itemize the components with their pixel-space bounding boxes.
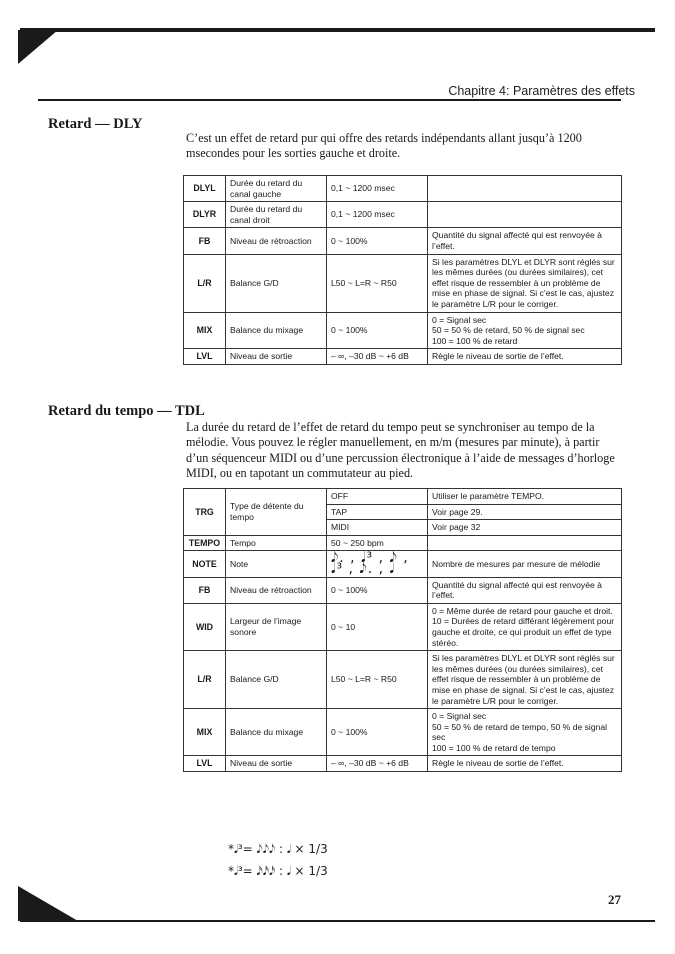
param-name: Niveau de sortie [226, 349, 327, 365]
param-code: NOTE [184, 551, 226, 577]
param-code: L/R [184, 651, 226, 709]
table-row [184, 551, 622, 577]
param-desc: Règle le niveau de sortie de l’effet. [428, 349, 622, 365]
param-name: Niveau de rétroaction [226, 577, 327, 603]
param-code: MIX [184, 709, 226, 756]
param-range: 0 ~ 10 [327, 603, 428, 650]
param-range: 0 ~ 100% [327, 577, 428, 603]
table-row [184, 535, 622, 551]
param-name: Durée du retard du canal gauche [226, 176, 327, 202]
corner-mark [18, 30, 58, 64]
param-desc: 0 = Même durée de retard pour gauche et droit. 10 = Durées de retard différant légèrement pour gauche et droite, ce qui produit un effet de type stéréo. [428, 603, 622, 650]
param-range: – ∞, –30 dB ~ +6 dB [327, 756, 428, 772]
param-range: TAP [327, 504, 428, 520]
table-row [184, 603, 622, 650]
param-desc: Utiliser le paramètre TEMPO. [428, 489, 622, 505]
param-code: FB [184, 228, 226, 254]
param-code: DLYL [184, 176, 226, 202]
param-name: Largeur de l’image sonore [226, 603, 327, 650]
section-title-tdl: Retard du tempo — TDL [48, 403, 205, 419]
param-desc: Voir page 29. [428, 504, 622, 520]
param-name: Balance G/D [226, 254, 327, 312]
param-name: Note [226, 551, 327, 577]
param-code: LVL [184, 349, 226, 365]
dly-param-table [183, 175, 622, 365]
param-range: L50 ~ L=R ~ R50 [327, 651, 428, 709]
table-row [184, 577, 622, 603]
param-desc [428, 176, 622, 202]
param-range: 𝅘𝅥𝅮. , 𝅘𝅥³ , 𝅘𝅥𝅮 , 𝅘𝅥³ , 𝅘𝅥𝅮. , 𝅘𝅥 [327, 551, 428, 577]
param-range: 0 ~ 100% [327, 228, 428, 254]
dly-intro: C’est un effet de retard pur qui offre des retards indépendants allant jusqu’à 1200 msecondes pour les sorties gauche et droite. [186, 131, 582, 161]
table-row [184, 756, 622, 772]
param-code: TRG [184, 489, 226, 536]
param-name: Balance du mixage [226, 312, 327, 349]
footnote-1: *𝅘𝅥³= 𝅘𝅥𝅮𝅘𝅥𝅮𝅘𝅥𝅮 : 𝅘𝅥 × 1/3 [228, 842, 328, 856]
param-range: 0 ~ 100% [327, 709, 428, 756]
table-row [184, 312, 622, 349]
param-desc: Si les paramètres DLYL et DLYR sont réglés sur les mêmes durées (ou durées similaires), cet effet risque de ressembler à un problème de mise en phase de signal. Si c’est le cas, ajustez le paramètre L/R pour le corriger. [428, 254, 622, 312]
param-code: WID [184, 603, 226, 650]
chapter-heading: Chapitre 4: Paramètres des effets [448, 84, 635, 98]
table-row [184, 228, 622, 254]
param-desc: Quantité du signal affecté qui est renvoyée à l’effet. [428, 577, 622, 603]
param-desc [428, 535, 622, 551]
param-name: Durée du retard du canal droit [226, 202, 327, 228]
table-row [184, 202, 622, 228]
table-row [184, 651, 622, 709]
param-desc: Si les paramètres DLYL et DLYR sont réglés sur les mêmes durées (ou durées similaires), cet effet risque de ressembler à un problème de mise en phase de signal. Si c’est le cas, ajustez le paramètre L/R pour le corriger. [428, 651, 622, 709]
param-name: Niveau de sortie [226, 756, 327, 772]
table-row [184, 709, 622, 756]
param-code: FB [184, 577, 226, 603]
param-range: 50 ~ 250 bpm [327, 535, 428, 551]
chapter-rule [38, 99, 621, 101]
param-range: 0 ~ 100% [327, 312, 428, 349]
param-code: DLYR [184, 202, 226, 228]
param-desc: 0 = Signal sec 50 = 50 % de retard de tempo, 50 % de signal sec 100 = 100 % de retard de tempo [428, 709, 622, 756]
param-range: L50 ~ L=R ~ R50 [327, 254, 428, 312]
param-name: Balance G/D [226, 651, 327, 709]
param-desc: 0 = Signal sec 50 = 50 % de retard, 50 % de signal sec 100 = 100 % de retard [428, 312, 622, 349]
param-name: Niveau de rétroaction [226, 228, 327, 254]
top-rule [20, 28, 655, 32]
table-row [184, 489, 622, 505]
bottom-corner-mark [18, 886, 78, 921]
param-code: MIX [184, 312, 226, 349]
param-range: 0,1 ~ 1200 msec [327, 176, 428, 202]
param-range: – ∞, –30 dB ~ +6 dB [327, 349, 428, 365]
param-desc: Quantité du signal affecté qui est renvoyée à l’effet. [428, 228, 622, 254]
triplet-footnotes [228, 838, 328, 882]
table-row [184, 254, 622, 312]
param-name: Balance du mixage [226, 709, 327, 756]
table-row [184, 176, 622, 202]
bottom-rule [20, 920, 655, 922]
param-range: 0,1 ~ 1200 msec [327, 202, 428, 228]
param-desc: Voir page 32 [428, 520, 622, 536]
table-row [184, 349, 622, 365]
param-range: MIDI [327, 520, 428, 536]
footnote-2: *𝅘𝅥³= 𝅘𝅥𝅯𝅘𝅥𝅯𝅘𝅥𝅯 : 𝅘𝅥 × 1/3 [228, 864, 328, 878]
tdl-intro: La durée du retard de l’effet de retard du tempo peut se synchroniser au tempo de la mélodie. Vous pouvez le régler manuellement, en m/m (mesures par minute), à partir d’un séquenceur MIDI ou d’une percussion électronique à l’aide de messages d’horloge MIDI, ou en tapotant un commutateur au pied. [186, 420, 615, 481]
param-range: OFF [327, 489, 428, 505]
page-number: 27 [608, 892, 621, 907]
param-desc: Règle le niveau de sortie de l’effet. [428, 756, 622, 772]
param-desc: Nombre de mesures par mesure de mélodie [428, 551, 622, 577]
param-code: LVL [184, 756, 226, 772]
param-name: Tempo [226, 535, 327, 551]
param-code: L/R [184, 254, 226, 312]
param-code: TEMPO [184, 535, 226, 551]
param-name: Type de détente du tempo [226, 489, 327, 536]
section-title-dly: Retard — DLY [48, 116, 143, 132]
tdl-param-table [183, 488, 622, 772]
param-desc [428, 202, 622, 228]
